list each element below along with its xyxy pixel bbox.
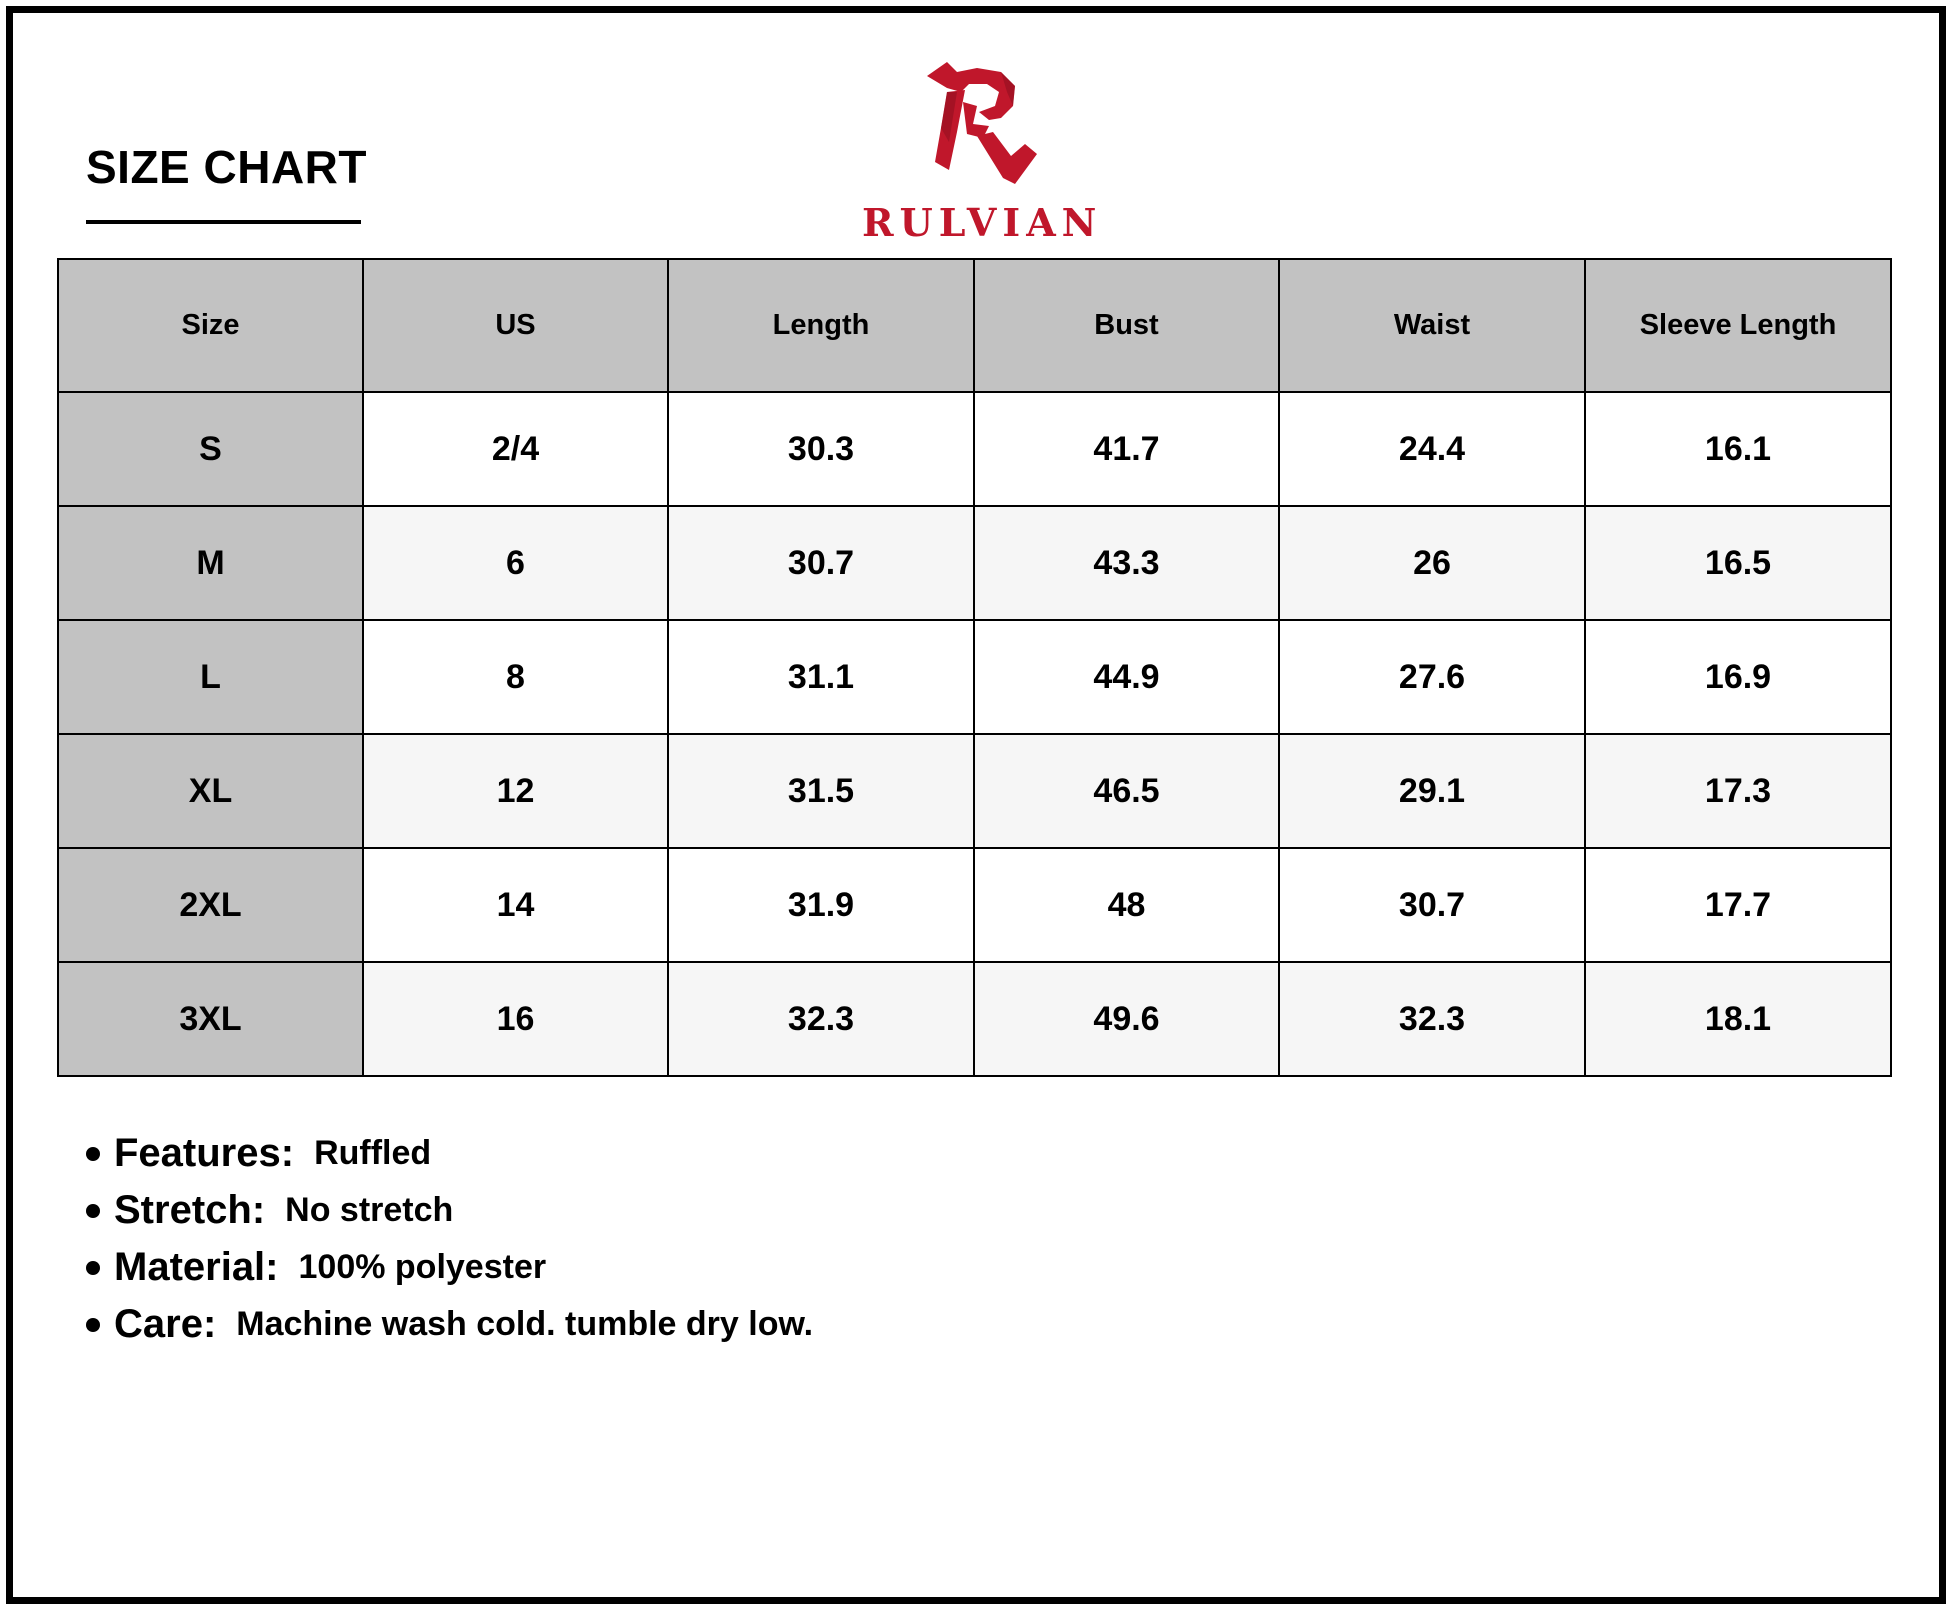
sleeve-length-cell: 17.3: [1585, 734, 1891, 848]
spec-features: [86, 1125, 813, 1182]
page-title: SIZE CHART: [86, 141, 367, 193]
product-specs-list: [86, 1125, 813, 1353]
spec-value: 100% polyester: [298, 1248, 547, 1286]
length-cell: 31.9: [668, 848, 974, 962]
length-cell: 31.1: [668, 620, 974, 734]
waist-cell: 30.7: [1279, 848, 1585, 962]
spec-material: [86, 1239, 813, 1296]
spec-value: Ruffled: [314, 1134, 432, 1172]
header-bust: Bust: [974, 259, 1279, 392]
size-cell: M: [58, 506, 363, 620]
sleeve-length-cell: 18.1: [1585, 962, 1891, 1076]
bust-cell: 41.7: [974, 392, 1279, 506]
us-cell: 14: [363, 848, 668, 962]
bust-cell: 44.9: [974, 620, 1279, 734]
waist-cell: 27.6: [1279, 620, 1585, 734]
length-cell: 30.7: [668, 506, 974, 620]
size-cell: 3XL: [58, 962, 363, 1076]
sleeve-length-cell: 16.5: [1585, 506, 1891, 620]
spec-label: Stretch:: [114, 1188, 266, 1232]
size-cell: S: [58, 392, 363, 506]
spec-care: [86, 1296, 813, 1353]
table-row: [58, 848, 1891, 962]
table-row: [58, 734, 1891, 848]
bullet-icon: [86, 1261, 100, 1275]
length-cell: 31.5: [668, 734, 974, 848]
bullet-icon: [86, 1318, 100, 1332]
us-cell: 12: [363, 734, 668, 848]
size-cell: L: [58, 620, 363, 734]
waist-cell: 32.3: [1279, 962, 1585, 1076]
bullet-icon: [86, 1147, 100, 1161]
table-row: [58, 620, 1891, 734]
bust-cell: 43.3: [974, 506, 1279, 620]
bust-cell: 48: [974, 848, 1279, 962]
us-cell: 2/4: [363, 392, 668, 506]
spec-value: No stretch: [285, 1191, 454, 1229]
sleeve-length-cell: 16.1: [1585, 392, 1891, 506]
header-waist: Waist: [1279, 259, 1585, 392]
header-sleeve-length: Sleeve Length: [1585, 259, 1891, 392]
waist-cell: 24.4: [1279, 392, 1585, 506]
us-cell: 16: [363, 962, 668, 1076]
table-row: [58, 392, 1891, 506]
bust-cell: 46.5: [974, 734, 1279, 848]
waist-cell: 29.1: [1279, 734, 1585, 848]
table-header-row: [58, 259, 1891, 392]
title-underline: [86, 220, 361, 224]
size-table: [57, 258, 1892, 1077]
sleeve-length-cell: 16.9: [1585, 620, 1891, 734]
bullet-icon: [86, 1204, 100, 1218]
brand-logo: [862, 62, 1103, 245]
length-cell: 30.3: [668, 392, 974, 506]
spec-value: Machine wash cold. tumble dry low.: [236, 1305, 814, 1343]
header-size: Size: [58, 259, 363, 392]
us-cell: 6: [363, 506, 668, 620]
table-row: [58, 506, 1891, 620]
size-cell: 2XL: [58, 848, 363, 962]
stylized-r-logo-icon: [917, 62, 1037, 192]
length-cell: 32.3: [668, 962, 974, 1076]
sleeve-length-cell: 17.7: [1585, 848, 1891, 962]
size-cell: XL: [58, 734, 363, 848]
table-row: [58, 962, 1891, 1076]
header-length: Length: [668, 259, 974, 392]
brand-name: RULVIAN: [862, 200, 1103, 245]
spec-label: Material:: [114, 1245, 279, 1289]
spec-stretch: [86, 1182, 813, 1239]
waist-cell: 26: [1279, 506, 1585, 620]
us-cell: 8: [363, 620, 668, 734]
header-us: US: [363, 259, 668, 392]
bust-cell: 49.6: [974, 962, 1279, 1076]
spec-label: Care:: [114, 1302, 217, 1346]
spec-label: Features:: [114, 1131, 295, 1175]
